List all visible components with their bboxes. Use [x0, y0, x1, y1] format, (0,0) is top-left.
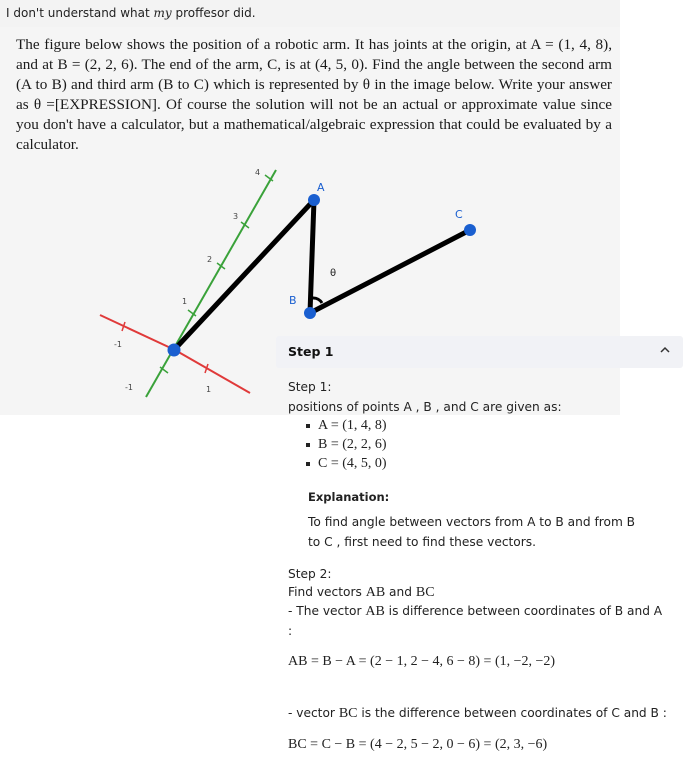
- step2-desc: - The vector AB is difference between coordinates of B and A: [288, 604, 663, 619]
- step-title: Step 1: [288, 344, 334, 359]
- label-theta: θ: [330, 268, 337, 279]
- red-axis-right: [175, 350, 250, 393]
- list-item: A = (1, 4, 8): [306, 418, 387, 434]
- step2-find: Find vectors AB and BC: [288, 585, 435, 600]
- joint-b: [304, 307, 316, 319]
- label-b: B: [289, 294, 297, 307]
- problem-statement: The figure below shows the position of a robotic arm. It has joints at the origin, at A = (1, 4, 8), and at B = (2, 2, 6). The end of the arm, C, is at (4, 5, 0). Find the angle between the second arm (A to B) and third arm (B to C) which is represented by θ in the image below. Write your answer as θ =[EXPRESSION]. Of course the solution will not be an actual or approximate value since you don't have a calculator, but a mathematical/algebraic expression that could be evaluated by a calculator.: [16, 36, 612, 153]
- red-tick-label: -1: [114, 340, 122, 349]
- list-item: C = (4, 5, 0): [306, 456, 387, 472]
- explanation-line-2: to C , first need to find these vectors.: [308, 535, 536, 549]
- bc-desc: - vector BC is the difference between coordinates of C and B :: [288, 706, 667, 721]
- step2-label: Step 2:: [288, 567, 332, 581]
- step1-label: Step 1:: [288, 380, 332, 394]
- equation-bc: BC = C − B = (4 − 2, 5 − 2, 0 − 6) = (2, 3, −6): [288, 737, 548, 752]
- step2-colon: :: [288, 624, 293, 638]
- explanation-label: Explanation:: [308, 490, 390, 504]
- green-neg-tick-label: -1: [125, 383, 133, 392]
- joint-origin: [168, 344, 181, 357]
- explanation-line-1: To find angle between vectors from A to B and from B: [308, 515, 636, 529]
- green-tick: [217, 263, 225, 269]
- green-axis: [146, 170, 276, 397]
- joint-a: [308, 194, 320, 206]
- step-1-header[interactable]: [276, 336, 683, 368]
- green-tick-label: 3: [233, 212, 239, 221]
- green-tick-label: 2: [207, 255, 213, 264]
- joint-c: [464, 224, 476, 236]
- label-c: C: [455, 208, 463, 221]
- red-tick-label: 1: [206, 385, 212, 394]
- green-tick-label: 4: [255, 168, 261, 177]
- equation-ab: AB = B − A = (2 − 1, 2 − 4, 6 − 8) = (1, −2, −2): [288, 654, 556, 669]
- red-axis-left: [100, 315, 175, 350]
- question-strip: [0, 0, 620, 27]
- question-text: I don't understand what my proffesor did.: [6, 6, 256, 20]
- label-a: A: [317, 181, 325, 194]
- list-item: B = (2, 2, 6): [306, 437, 387, 453]
- green-tick-label: 1: [182, 297, 188, 306]
- positions-intro: positions of points A , B , and C are given as:: [288, 400, 562, 414]
- chevron-up-icon[interactable]: [659, 344, 671, 356]
